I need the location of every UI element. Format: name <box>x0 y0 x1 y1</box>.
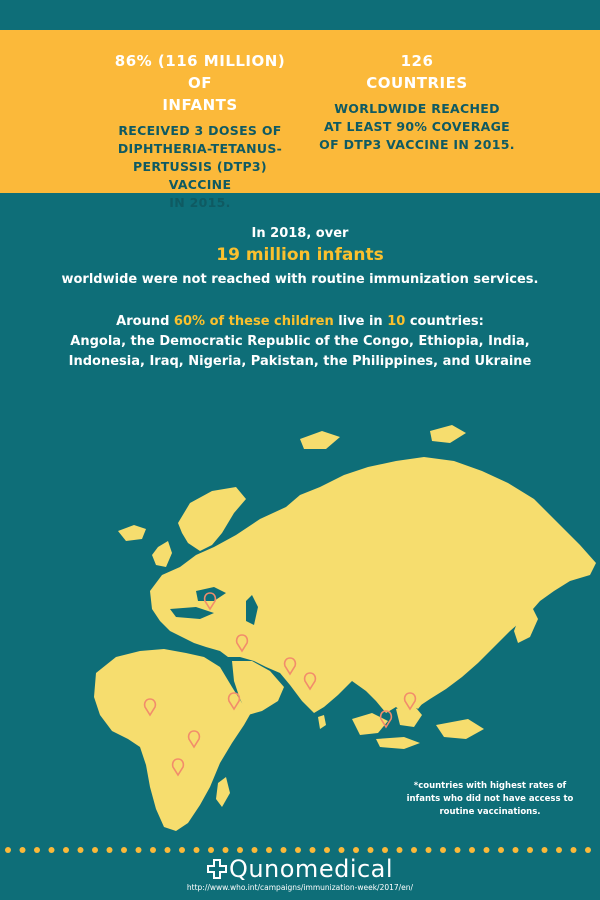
divider-dot <box>63 847 69 853</box>
medical-cross-icon <box>207 859 227 879</box>
divider-dot <box>397 847 403 853</box>
divider-dot <box>237 847 243 853</box>
divider-dot <box>20 847 26 853</box>
divider-dot <box>556 847 562 853</box>
divider-dot <box>440 847 446 853</box>
divider-dot <box>107 847 113 853</box>
intro-line-2: worldwide were not reached with routine immunization services. <box>61 272 539 287</box>
new-guinea-landmass <box>436 719 484 739</box>
sri-lanka-landmass <box>318 715 326 729</box>
divider-dot <box>469 847 475 853</box>
divider-dot <box>585 847 591 853</box>
divider-dot <box>324 847 330 853</box>
dotted-divider <box>0 845 600 855</box>
madagascar-landmass <box>216 777 230 807</box>
divider-dot <box>571 847 577 853</box>
divider-dot <box>527 847 533 853</box>
stats-banner <box>0 30 600 210</box>
divider-dot <box>252 847 258 853</box>
top-strip <box>0 0 600 30</box>
countries-paragraph <box>0 312 600 372</box>
divider-dot <box>295 847 301 853</box>
divider-dot <box>150 847 156 853</box>
intro-line: In 2018, over <box>251 226 349 241</box>
divider-dot <box>310 847 316 853</box>
divider-dot <box>223 847 229 853</box>
countries-stat-detail: WORLDWIDE REACHED AT LEAST 90% COVERAGE OF DTP3 VACCINE IN 2015. <box>319 101 515 152</box>
countries-stat-headline: 126 COUNTRIES <box>366 52 468 92</box>
divider-dot <box>542 847 548 853</box>
world-map <box>0 395 600 835</box>
divider-dot <box>136 847 142 853</box>
divider-dot <box>92 847 98 853</box>
divider-dot <box>179 847 185 853</box>
divider-dot <box>165 847 171 853</box>
footnote: *countries with highest rates of infants who did not have access to routine vaccinations. <box>406 781 574 817</box>
countries-list-1: Angola, the Democratic Republic of the Congo, Ethiopia, India, <box>70 334 530 349</box>
java-landmass <box>376 737 420 749</box>
divider-dot <box>78 847 84 853</box>
divider-dot <box>121 847 127 853</box>
divider-dot <box>455 847 461 853</box>
divider-dot <box>49 847 55 853</box>
divider-dot <box>208 847 214 853</box>
countries-stat <box>312 50 522 154</box>
iceland-landmass <box>118 525 146 541</box>
divider-dot <box>411 847 417 853</box>
arctic-island-landmass-2 <box>430 425 466 443</box>
divider-dot <box>34 847 40 853</box>
brand-name: Qunomedical <box>228 855 394 883</box>
count-highlight: 10 <box>387 314 406 329</box>
divider-dot <box>194 847 200 853</box>
infants-stat-detail: RECEIVED 3 DOSES OF DIPHTHERIA-TETANUS- PERTUSSIS (DTP3) VACCINE IN 2015. <box>117 123 283 210</box>
source-url: http://www.who.int/campaigns/immunization-week/2017/en/ <box>186 883 414 892</box>
divider-dot <box>266 847 272 853</box>
divider-dot <box>382 847 388 853</box>
africa-landmass <box>94 649 252 831</box>
uk-landmass <box>152 541 172 567</box>
divider-dot <box>5 847 11 853</box>
divider-dot <box>426 847 432 853</box>
countries-list-2: Indonesia, Iraq, Nigeria, Pakistan, the Philippines, and Ukraine <box>68 354 532 369</box>
sumatra-landmass <box>352 713 388 735</box>
brand-logo <box>0 855 600 883</box>
divider-dot <box>513 847 519 853</box>
infants-stat-headline: 86% (116 MILLION) OF INFANTS <box>114 52 286 114</box>
infants-stat <box>100 50 300 212</box>
percent-highlight: 60% of these children <box>173 314 334 329</box>
arctic-island-landmass <box>300 431 340 449</box>
divider-dot <box>281 847 287 853</box>
countries-sentence: Around 60% of these children live in 10 countries: <box>116 314 484 329</box>
divider-dot <box>498 847 504 853</box>
infants-highlight: 19 million infants <box>216 245 384 265</box>
divider-dot <box>339 847 345 853</box>
divider-dot <box>353 847 359 853</box>
divider-dot <box>368 847 374 853</box>
divider-dot <box>484 847 490 853</box>
